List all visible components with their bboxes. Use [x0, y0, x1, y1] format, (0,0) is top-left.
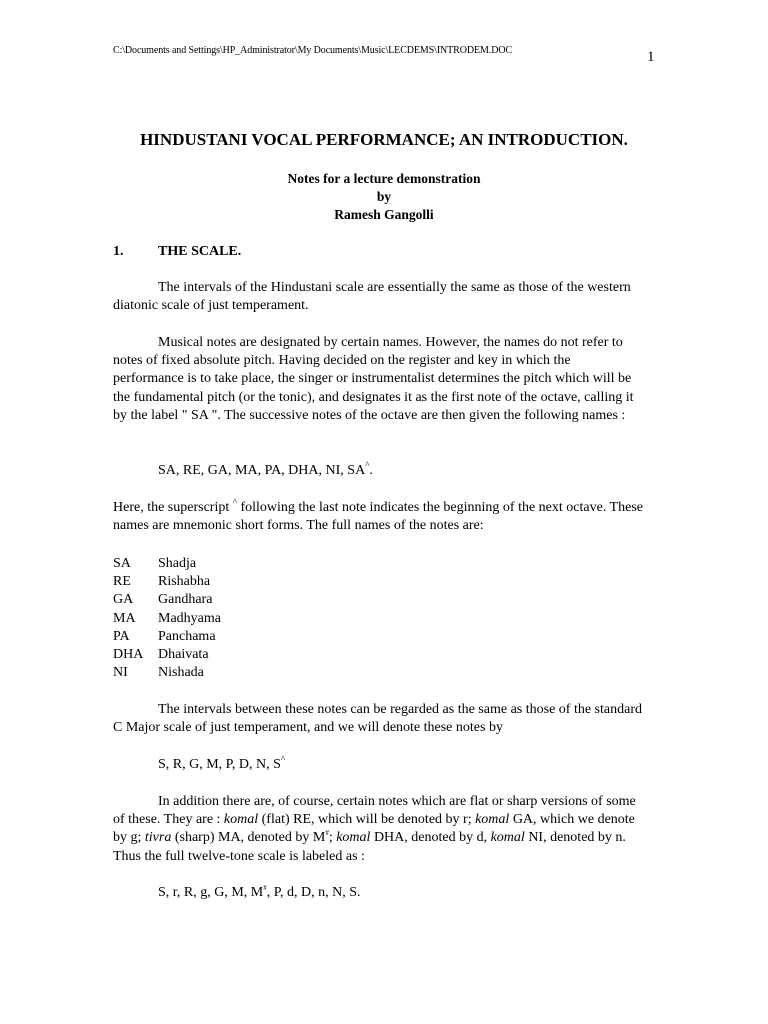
note-list-item — [113, 646, 221, 664]
subtitle-line-1: Notes for a lecture demonstration — [287, 171, 481, 186]
paragraph-5-text-a: In addition there are, of course, certain notes which are flat or sharp versions of some of these. They are : — [113, 794, 636, 828]
section-title: THE SCALE. — [158, 244, 242, 259]
paragraph-2-text: Musical notes are designated by certain names. However, the names do not refer to notes of fixed absolute pitch. Having decided on the register and key in which the performance is to take place, the singer or instrumentalist determines the pitch which will be the fundamental pitch (or the tonic), and designates it as the first note of the octave, calling it by the label " SA ". The successive notes of the octave are then given the following names : — [113, 335, 634, 423]
twelve-tone-text-b: , P, d, D, n, N, S. — [266, 885, 361, 900]
paragraph-5 — [113, 793, 643, 866]
note-list-item — [113, 573, 221, 591]
note-abbreviation: GA — [113, 592, 134, 608]
paragraph-1 — [113, 279, 643, 315]
note-abbreviation: SA — [113, 556, 131, 571]
paragraph-3-text-b: following the last note indicates the beginning of the next octave. These names are mnemonic short forms. The full names of the notes are: — [113, 500, 643, 534]
note-full-name: Gandhara — [158, 592, 213, 608]
author-name: Ramesh Gangolli — [334, 207, 434, 222]
note-full-name: Panchama — [158, 628, 216, 644]
note-abbreviation: MA — [113, 610, 136, 626]
note-abbreviation: RE — [113, 574, 131, 590]
paragraph-5-text-g: NI, denoted by n. Thus the full twelve-tone scale is labeled as : — [113, 830, 626, 864]
sharp-superscript-scale: # — [263, 884, 267, 892]
note-names-line: SA, RE, GA, MA, PA, DHA, NI, SA^. — [158, 460, 373, 478]
file-path-header: C:\Documents and Settings\HP_Administrator\My Documents\Music\LECDEMS\INTRODEM.DOC — [113, 45, 513, 56]
document-title: HINDUSTANI VOCAL PERFORMANCE; AN INTRODUCTION. — [140, 130, 628, 149]
caret-superscript-inline: ^ — [232, 497, 237, 507]
note-full-name: Nishada — [158, 665, 204, 681]
note-list-item — [113, 628, 221, 646]
paragraph-1-text: The intervals of the Hindustani scale are essentially the same as those of the western diatonic scale of just temperament. — [113, 280, 631, 314]
paragraph-3 — [113, 499, 643, 535]
page-number: 1 — [647, 49, 655, 65]
sharp-superscript: # — [325, 829, 329, 838]
note-letters-text: S, R, G, M, P, D, N, S — [158, 757, 281, 772]
paragraph-3-text-a: Here, the superscript — [113, 500, 230, 515]
section-number: 1. — [113, 244, 124, 259]
note-letters-line — [158, 754, 286, 773]
paragraph-5-text-e: ; — [328, 830, 333, 846]
note-list — [113, 555, 221, 682]
note-full-name: Dhaivata — [158, 646, 209, 662]
note-full-name: Rishabha — [158, 574, 211, 590]
tivra-term: tivra — [144, 830, 172, 846]
paragraph-5-text-c: GA, which we denote by g; — [113, 812, 635, 846]
komal-term: komal — [475, 812, 510, 828]
subtitle-line-2: by — [376, 189, 392, 204]
note-list-item — [113, 610, 221, 628]
note-list-item — [113, 664, 221, 682]
caret-superscript: ^ — [365, 460, 370, 470]
note-full-name: Shadja — [158, 556, 197, 571]
komal-term: komal — [336, 830, 371, 846]
paragraph-4 — [113, 701, 643, 737]
note-full-name: Madhyama — [158, 610, 221, 626]
note-list-item — [113, 591, 221, 609]
komal-term: komal — [490, 830, 525, 846]
paragraph-5-text-b: (flat) RE, which will be denoted by r; — [261, 812, 472, 828]
komal-term: komal — [223, 812, 259, 828]
note-abbreviation: PA — [113, 628, 130, 644]
twelve-tone-text-a: S, r, R, g, G, M, M — [158, 885, 264, 900]
note-names-text: SA, RE, GA, MA, PA, DHA, NI, SA — [158, 463, 366, 478]
paragraph-2 — [113, 334, 643, 425]
note-list-item — [113, 555, 221, 573]
twelve-tone-line — [158, 885, 360, 901]
caret-superscript-letters: ^ — [280, 754, 286, 764]
paragraph-5-text-d: (sharp) MA, denoted by M — [174, 830, 326, 846]
note-abbreviation: NI — [113, 665, 128, 681]
note-abbreviation: DHA — [113, 646, 144, 662]
paragraph-4-text: The intervals between these notes can be regarded as the same as those of the standard C Major scale of just temperament, and we will denote these notes by — [113, 702, 642, 736]
paragraph-5-text-f: DHA, denoted by d, — [373, 830, 488, 846]
